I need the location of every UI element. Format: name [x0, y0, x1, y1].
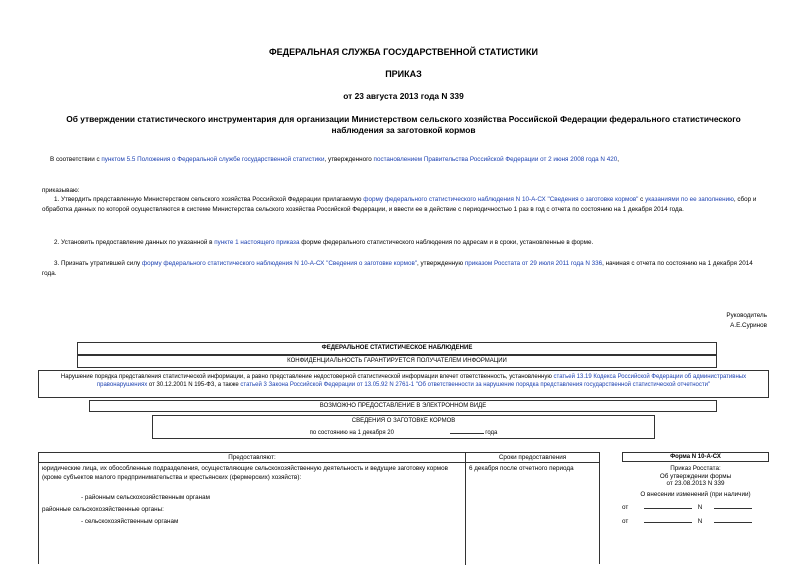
item-text: , начиная с отчета по состоянию на 1 декабря 2014 года. — [42, 260, 753, 277]
admin-code-link[interactable]: статьей 13.19 Кодекса Российской Федерации об административных правонарушениях — [96, 374, 747, 388]
confidentiality-box: КОНФИДЕНЦИАЛЬНОСТЬ ГАРАНТИРУЕТСЯ ПОЛУЧАТЕЛЕМ ИНФОРМАЦИИ — [77, 355, 717, 368]
doc-title: Об утверждении статистического инструментария для организации Министерством сельского хозяйства Российской Федерации федерального статистического наблюдения за заготовкой кормов — [66, 114, 741, 135]
instructions-link[interactable]: указаниями по ее заполнению — [645, 196, 734, 203]
change-number-field[interactable] — [714, 515, 752, 523]
from-label: от — [622, 518, 629, 525]
rosstat-order-link[interactable]: приказом Росстата от 29 июля 2011 года N 336 — [464, 260, 603, 267]
order-word: приказываю: — [42, 187, 80, 194]
clause-1-link[interactable]: пункте 1 настоящего приказа — [214, 239, 300, 246]
item-text: 1. Утвердить представленную Министерством сельского хозяйства Российской Федерации прилагаемую — [54, 196, 364, 203]
item-text: 3. Признать утратившей силу — [54, 260, 142, 267]
form-order-label: Приказ Росстата: — [670, 465, 721, 472]
providers-table — [38, 452, 600, 564]
report-date-line — [153, 426, 654, 436]
report-as-of: по состоянию на 1 декабря 20 — [309, 430, 394, 436]
old-form-link[interactable]: форму федерального статистического наблюдения N 10-А-СХ "Сведения о заготовке кормов" — [141, 260, 418, 267]
form-number: Форма N 10-А-СХ — [622, 452, 769, 462]
preamble — [50, 155, 770, 165]
row-legal-entities: юридические лица, их обособленные подразделения, осуществляющие сельскохозяйственную деятельность и ведущие заготовку кормов (кроме субъектов малого предпринимательства и крестьянских (фермерских) хозяйств): — [42, 465, 448, 481]
violation-notice-box — [38, 370, 769, 398]
law-article-3-link[interactable]: статьей 3 Закона Российской Федерации от 13.05.92 N 2761-1 "Об ответственности за нарушение порядка представления государственной статистической отчетности" — [240, 382, 711, 388]
item-text: , утвержденную — [417, 260, 465, 267]
item-text: форме федерального статистического наблюдения по адресам и в сроки, установленные в форме. — [299, 239, 594, 246]
preamble-text: В соответствии с — [50, 156, 102, 163]
col-deadline-header: Сроки предоставления — [466, 453, 599, 463]
column-divider — [465, 453, 466, 565]
federal-observation-box: ФЕДЕРАЛЬНОЕ СТАТИСТИЧЕСКОЕ НАБЛЮДЕНИЕ — [77, 342, 717, 355]
from-label: от — [622, 504, 629, 511]
order-item-1 — [42, 195, 768, 214]
row-district-bodies: - районным сельскохозяйственным органам — [81, 494, 210, 501]
item-text: 2. Установить предоставление данных по указанной в — [54, 239, 215, 246]
signature-role: Руководитель — [726, 312, 767, 319]
agency-name: ФЕДЕРАЛЬНАЯ СЛУЖБА ГОСУДАРСТВЕННОЙ СТАТИСТИКИ — [269, 47, 538, 57]
form-10-a-sx-link[interactable]: форму федерального статистического наблюдения N 10-А-СХ "Сведения о заготовке кормов" — [363, 196, 639, 203]
doc-type: ПРИКАЗ — [385, 69, 422, 79]
doc-date: от 23 августа 2013 года N 339 — [343, 91, 464, 101]
preamble-text: , — [617, 156, 619, 163]
changes-row-2 — [622, 515, 769, 526]
row-legal-entities-deadline: 6 декабря после отчетного периода — [469, 465, 574, 472]
report-title: СВЕДЕНИЯ О ЗАГОТОВКЕ КОРМОВ — [351, 418, 456, 424]
changes-row-1 — [622, 501, 769, 512]
num-label: N — [697, 518, 703, 525]
row-agri-bodies: - сельскохозяйственным органам — [81, 518, 179, 525]
col-provides-header: Предоставляют: — [39, 453, 465, 463]
signature-name: А.Е.Суринов — [730, 322, 767, 329]
order-item-2 — [42, 238, 768, 248]
electronic-submission-box: ВОЗМОЖНО ПРЕДОСТАВЛЕНИЕ В ЭЛЕКТРОННОМ ВИДЕ — [89, 400, 717, 412]
order-item-3 — [42, 259, 768, 278]
report-year-label: года — [485, 430, 498, 436]
change-date-field[interactable] — [644, 501, 692, 509]
item-text: , сбор и обработка данных по которой осуществляются в системе Министерства сельского хозяйства Российской Федерации, и ввести ее в действие с периодичностью 1 раз в год с отчета по состоянию на 1 декабря 2014 года. — [42, 196, 757, 213]
form-approve-date: от 23.08.2013 N 339 — [666, 480, 725, 487]
num-label: N — [697, 504, 703, 511]
item-text: с — [638, 196, 646, 203]
row-district-bodies-2: районные сельскохозяйственные органы: — [42, 506, 164, 513]
violation-text: от 30.12.2001 N 195-ФЗ, а также — [147, 382, 241, 388]
form-changes-label: О внесении изменений (при наличии) — [640, 490, 751, 498]
change-date-field[interactable] — [644, 515, 692, 523]
change-number-field[interactable] — [714, 501, 752, 509]
year-field[interactable] — [450, 426, 484, 434]
preamble-text: , утвержденного — [324, 156, 374, 163]
regulation-link[interactable]: пунктом 5.5 Положения о Федеральной службе государственной статистики — [101, 156, 325, 163]
form-id-box — [622, 452, 769, 564]
form-approve-label: Об утверждении формы — [659, 472, 732, 480]
violation-text: Нарушение порядка представления статистической информации, а равно представление недостоверной статистической информации влечет ответственность, установленную — [60, 374, 554, 380]
report-title-box — [152, 415, 655, 439]
government-decree-link[interactable]: постановлением Правительства Российской Федерации от 2 июня 2008 года N 420 — [373, 156, 618, 163]
